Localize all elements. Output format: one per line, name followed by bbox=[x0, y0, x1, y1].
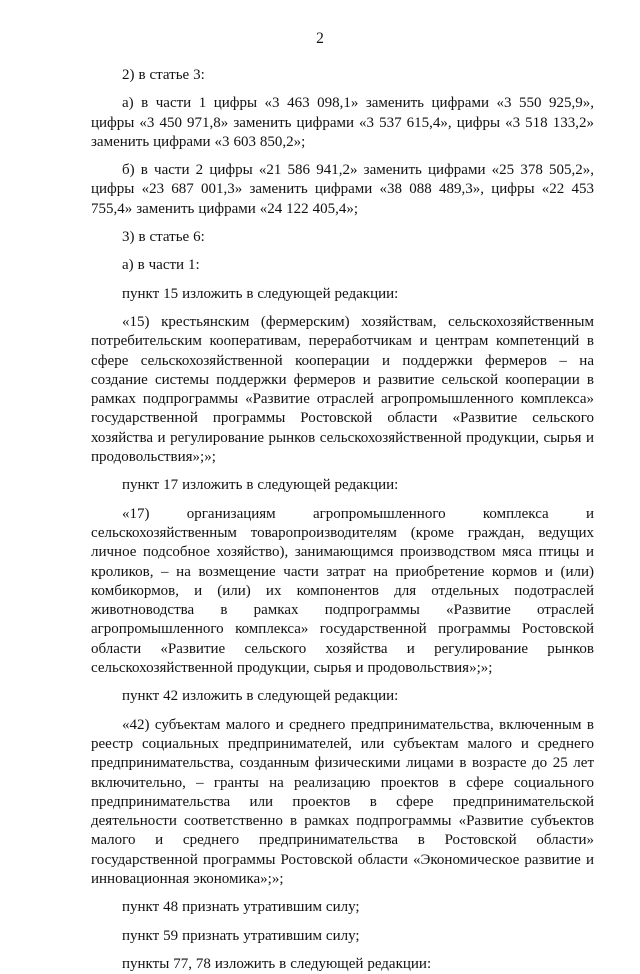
paragraph-point-17-text: «17) организациям агропромышленного комплекса и сельскохозяйственным товаропроизводителям (кроме граждан, ведущих личное подсобное хозяйство), занимающимся производством мяса птицы и кроликов, – на возмещение части затрат на приобретение кормов и (или) комбикормов, и (или) их компонентов для отдельных подотраслей животноводства в рамках подпрограммы «Развитие отраслей агропромышленного комплекса» государственной программы Ростовской области «Развитие сельского хозяйства и регулирование рынков сельскохозяйственной продукции, сырья и продовольствия»;»; bbox=[91, 505, 594, 677]
paragraph-point-17-intro: пункт 17 изложить в следующей редакции: bbox=[122, 477, 399, 494]
paragraph-part-1-digits: а) в части 1 цифры «3 463 098,1» заменить цифрами «3 550 925,9», цифры «3 450 971,8» заменить цифрами «3 537 615,4», цифры «3 518 133,2» заменить цифрами «3 603 850,2»; bbox=[91, 95, 594, 150]
paragraph-points-77-78: пункты 77, 78 изложить в следующей редакции: bbox=[122, 955, 432, 972]
paragraph-point-15-text: «15) крестьянским (фермерским) хозяйствам, сельскохозяйственным потребительским кооперативам, переработчикам и центрам компетенций в сфере сельскохозяйственной кооперации и поддержки фермеров – на создание системы поддержки фермеров и развитие сельской кооперации в рамках подпрограммы «Развитие отраслей агропромышленного комплекса» государственной программы Ростовской области «Развитие сельского хозяйства и регулирование рынков сельскохозяйственной продукции, сырья и продовольствия»;»; bbox=[91, 313, 594, 466]
paragraph-part-1: а) в части 1: bbox=[122, 257, 200, 274]
paragraph-point-42-intro: пункт 42 изложить в следующей редакции: bbox=[122, 688, 399, 705]
paragraph-point-59: пункт 59 признать утратившим силу; bbox=[122, 927, 360, 944]
paragraph-point-48: пункт 48 признать утратившим силу; bbox=[122, 899, 360, 916]
paragraph-article-6: 3) в статье 6: bbox=[122, 229, 205, 246]
paragraph-point-42-text: «42) субъектам малого и среднего предпринимательства, включенным в реестр социальных предпринимателей, или субъектам малого и среднего предпринимательства, созданным физическими лицами в возрасте до 25 лет включительно, – гранты на реализацию проектов в сфере социального предпринимательства или проектов в сфере предпринимательской деятельности соответственно в рамках подпрограммы «Развитие субъектов малого и среднего предпринимательства в Ростовской области» государственной программы Ростовской области «Экономическое развитие и инновационная экономика»;»; bbox=[91, 716, 594, 887]
document-body bbox=[91, 66, 594, 974]
paragraph-point-15-intro: пункт 15 изложить в следующей редакции: bbox=[122, 285, 399, 302]
page-number: 2 bbox=[316, 30, 324, 47]
paragraph-part-2-digits: б) в части 2 цифры «21 586 941,2» заменить цифрами «25 378 505,2», цифры «23 687 001,3» заменить цифрами «38 088 489,3», цифры «22 453 755,4» заменить цифрами «24 122 405,4»; bbox=[91, 162, 594, 217]
paragraph-article-3: 2) в статье 3: bbox=[122, 67, 205, 83]
